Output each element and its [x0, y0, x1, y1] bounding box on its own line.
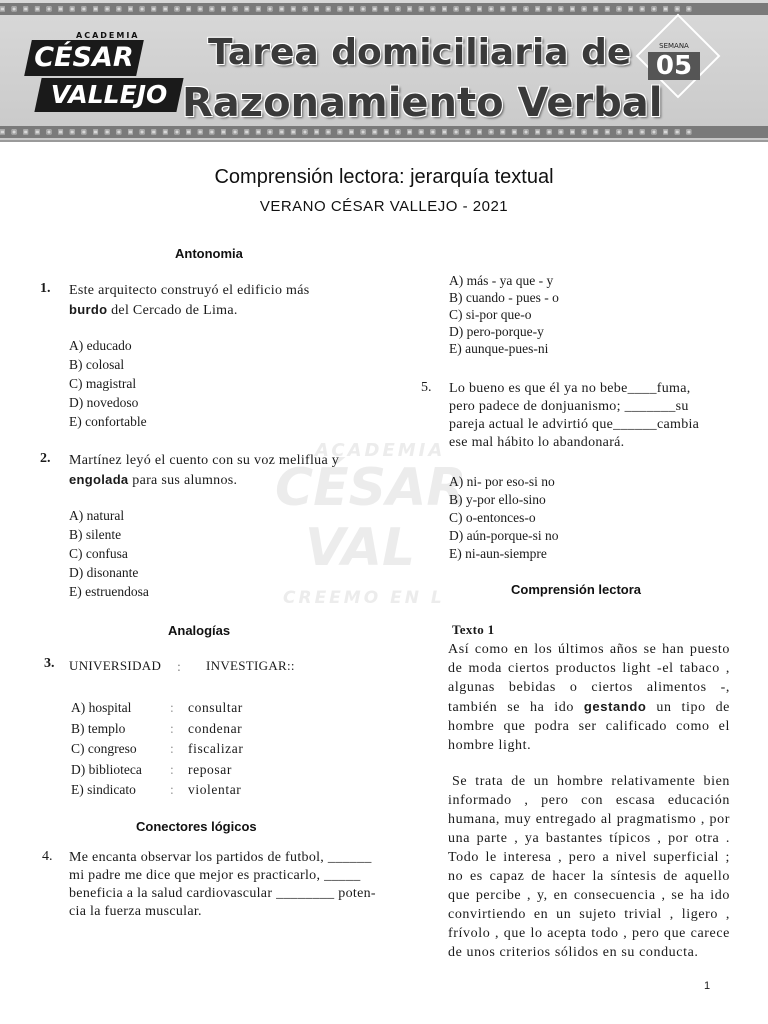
analogy-premise-sep: :: [177, 660, 182, 675]
header-title-line2: Razonamiento Verbal: [182, 80, 663, 126]
paragraph-1-keyword: gestando: [583, 699, 647, 714]
question-5-line1: Lo bueno es que él ya no bebe____fuma,: [449, 381, 691, 396]
question-4-line4: cia la fuerza muscular.: [69, 904, 202, 919]
question-4-line1: Me encanta observar los partidos de futbol, ______: [69, 850, 372, 865]
option-2a[interactable]: A) natural: [69, 508, 125, 523]
question-1-options: [69, 336, 147, 431]
logo-cesar-text: CÉSAR: [34, 42, 134, 73]
header-title-line1: Tarea domiciliaria de: [208, 32, 632, 73]
option-1a[interactable]: A) educado: [69, 338, 132, 353]
option-2d[interactable]: D) disonante: [69, 565, 139, 580]
watermark-line4: CREEMO EN L: [283, 588, 445, 608]
decorative-band-top: ▣ ▣ ▣ ▣ ▣ ▣ ▣ ▣ ▣ ▣ ▣ ▣ ▣ ▣ ▣ ▣ ▣ ▣ ▣ ▣ ▣ ▣ ▣ ▣ ▣ ▣ ▣ ▣ ▣ ▣ ▣ ▣ ▣ ▣ ▣ ▣ ▣ ▣ ▣ ▣ ▣ ▣ ▣ ▣ ▣ ▣ ▣ ▣ ▣ ▣ ▣ ▣ ▣ ▣ ▣ ▣ ▣ ▣ ▣ ▣: [0, 3, 768, 15]
page-number: 1: [704, 980, 711, 992]
option-3c-left[interactable]: C) congreso: [71, 741, 137, 756]
option-4d[interactable]: D) pero-porque-y: [449, 324, 544, 339]
question-4-line2: mi padre me dice que mejor es practicarlo, _____: [69, 868, 361, 883]
option-4b[interactable]: B) cuando - pues - o: [449, 290, 559, 305]
watermark-line3: VAL: [305, 518, 416, 578]
option-5e[interactable]: E) ni-aun-siempre: [449, 546, 547, 561]
question-4-text: [69, 849, 399, 921]
watermark-line1: ACADEMIA: [315, 440, 446, 461]
academy-logo: [18, 28, 183, 118]
paragraph-1-before: Así como en los últimos años se han puesto de moda ciertos productos light -el tabaco , algunas bebidas o ciertos alimentos -, también se ha ido: [448, 642, 730, 715]
question-5-options: [449, 473, 558, 563]
document-subtitle: VERANO CÉSAR VALLEJO - 2021: [259, 198, 509, 215]
section-heading-analogias: Analogías: [168, 623, 231, 638]
option-3a-sep: :: [170, 700, 174, 715]
option-2e[interactable]: E) estruendosa: [69, 584, 149, 599]
analogy-premise-left: UNIVERSIDAD: [69, 658, 162, 673]
option-3c-right: fiscalizar: [188, 741, 244, 756]
question-2-options: [69, 506, 149, 601]
option-1d[interactable]: D) novedoso: [69, 395, 139, 410]
option-3e-sep: :: [170, 782, 174, 797]
section-heading-antonomia: Antonomia: [175, 246, 243, 261]
option-1c[interactable]: C) magistral: [69, 376, 137, 391]
question-number-1: 1.: [40, 281, 51, 296]
reading-paragraph-1: [448, 640, 730, 755]
option-5b[interactable]: B) y-por ello-sino: [449, 492, 546, 507]
analogy-premise-right: INVESTIGAR::: [206, 658, 295, 673]
option-3a-right: consultar: [188, 700, 243, 715]
analogy-options-right: [188, 698, 243, 801]
texto-label: Texto 1: [452, 622, 495, 637]
watermark-line2: CÉSAR: [275, 458, 467, 518]
question-number-3: 3.: [44, 656, 55, 671]
week-badge: [628, 36, 716, 88]
question-4-line3: beneficia a la salud cardiovascular ________ poten-: [69, 886, 376, 901]
option-3b-right: condenar: [188, 720, 243, 736]
analogy-options-left: [71, 698, 142, 801]
decorative-band-bottom: ▣ ▣ ▣ ▣ ▣ ▣ ▣ ▣ ▣ ▣ ▣ ▣ ▣ ▣ ▣ ▣ ▣ ▣ ▣ ▣ ▣ ▣ ▣ ▣ ▣ ▣ ▣ ▣ ▣ ▣ ▣ ▣ ▣ ▣ ▣ ▣ ▣ ▣ ▣ ▣ ▣ ▣ ▣ ▣ ▣ ▣ ▣ ▣ ▣ ▣ ▣ ▣ ▣ ▣ ▣ ▣ ▣ ▣ ▣ ▣: [0, 126, 768, 138]
option-1b[interactable]: B) colosal: [69, 357, 125, 372]
question-2-line2-rest: para sus alumnos.: [128, 473, 238, 488]
option-4e[interactable]: E) aunque-pues-ni: [449, 341, 549, 356]
question-2-line1: Martínez leyó el cuento con su voz meliflua y: [69, 453, 340, 468]
logo-vallejo-block: [34, 78, 183, 112]
question-5-line4: ese mal hábito lo abandonará.: [449, 435, 625, 450]
option-3a-left[interactable]: A) hospital: [71, 700, 132, 715]
question-1-line1: Este arquitecto construyó el edificio más: [69, 283, 310, 298]
question-4-options: [449, 272, 559, 357]
option-1e[interactable]: E) confortable: [69, 414, 147, 429]
logo-vallejo-text: VALLEJO: [50, 80, 168, 109]
option-2c[interactable]: C) confusa: [69, 546, 128, 561]
question-5-line3: pareja actual le advirtió que______cambia: [449, 417, 700, 432]
section-heading-conectores: Conectores lógicos: [136, 819, 257, 834]
option-3b-left[interactable]: B) templo: [71, 720, 126, 736]
question-number-4: 4.: [42, 849, 53, 864]
paragraph-1-after: un tipo de hombre que podra ser calificado como el hombre light.: [448, 700, 730, 753]
header-banner: [0, 0, 768, 142]
option-5d[interactable]: D) aún-porque-si no: [449, 528, 559, 543]
question-number-5: 5.: [421, 380, 432, 395]
question-1-keyword: burdo: [69, 302, 108, 317]
option-4a[interactable]: A) más - ya que - y: [449, 273, 554, 288]
option-3d-left[interactable]: D) biblioteca: [71, 761, 142, 777]
question-number-2: 2.: [40, 451, 51, 466]
reading-paragraph-2: Se trata de un hombre relativamente bien informado , pero con escasa educación humana, muy entregado al pragmatismo , por una parte , ya bastantes típicos , por otra . Todo le interesa , pero a nivel superficial ; no es capaz de hacer la síntesis de aquello que percibe , y, en consecuencia , se ha ido convirtiendo en un sujeto trivial , ligero , frívolo , que lo acepta todo , pero que carece de unos criterios sólidos en su conducta.: [448, 774, 730, 960]
question-5-text: [449, 380, 739, 452]
question-1-text: [69, 281, 389, 320]
question-2-text: [69, 451, 399, 490]
option-3e-left[interactable]: E) sindicato: [71, 782, 136, 797]
analogy-options-sep: [170, 698, 174, 801]
option-3e-right: violentar: [188, 782, 242, 797]
question-1-line2: [69, 300, 389, 320]
question-2-keyword: engolada: [69, 472, 129, 487]
option-4c[interactable]: C) si-por que-o: [449, 307, 532, 322]
option-3d-right: reposar: [188, 761, 232, 777]
question-2-line2: [69, 470, 399, 490]
logo-academia-text: ACADEMIA: [76, 31, 140, 40]
week-number: 05: [648, 52, 700, 80]
option-3b-sep: :: [170, 720, 174, 736]
question-5-line2: pero padece de donjuanismo; _______su: [449, 399, 689, 414]
document-title: Comprensión lectora: jerarquía textual: [214, 166, 554, 188]
section-heading-comprension: Comprensión lectora: [511, 582, 642, 597]
option-5c[interactable]: C) o-entonces-o: [449, 510, 536, 525]
option-3d-sep: :: [170, 761, 174, 777]
week-label: SEMANA: [659, 42, 689, 50]
logo-cesar-block: [24, 40, 144, 76]
option-3c-sep: :: [170, 741, 174, 756]
option-5a[interactable]: A) ni- por eso-si no: [449, 474, 555, 489]
option-2b[interactable]: B) silente: [69, 527, 122, 542]
question-1-line2-rest: del Cercado de Lima.: [107, 303, 238, 318]
